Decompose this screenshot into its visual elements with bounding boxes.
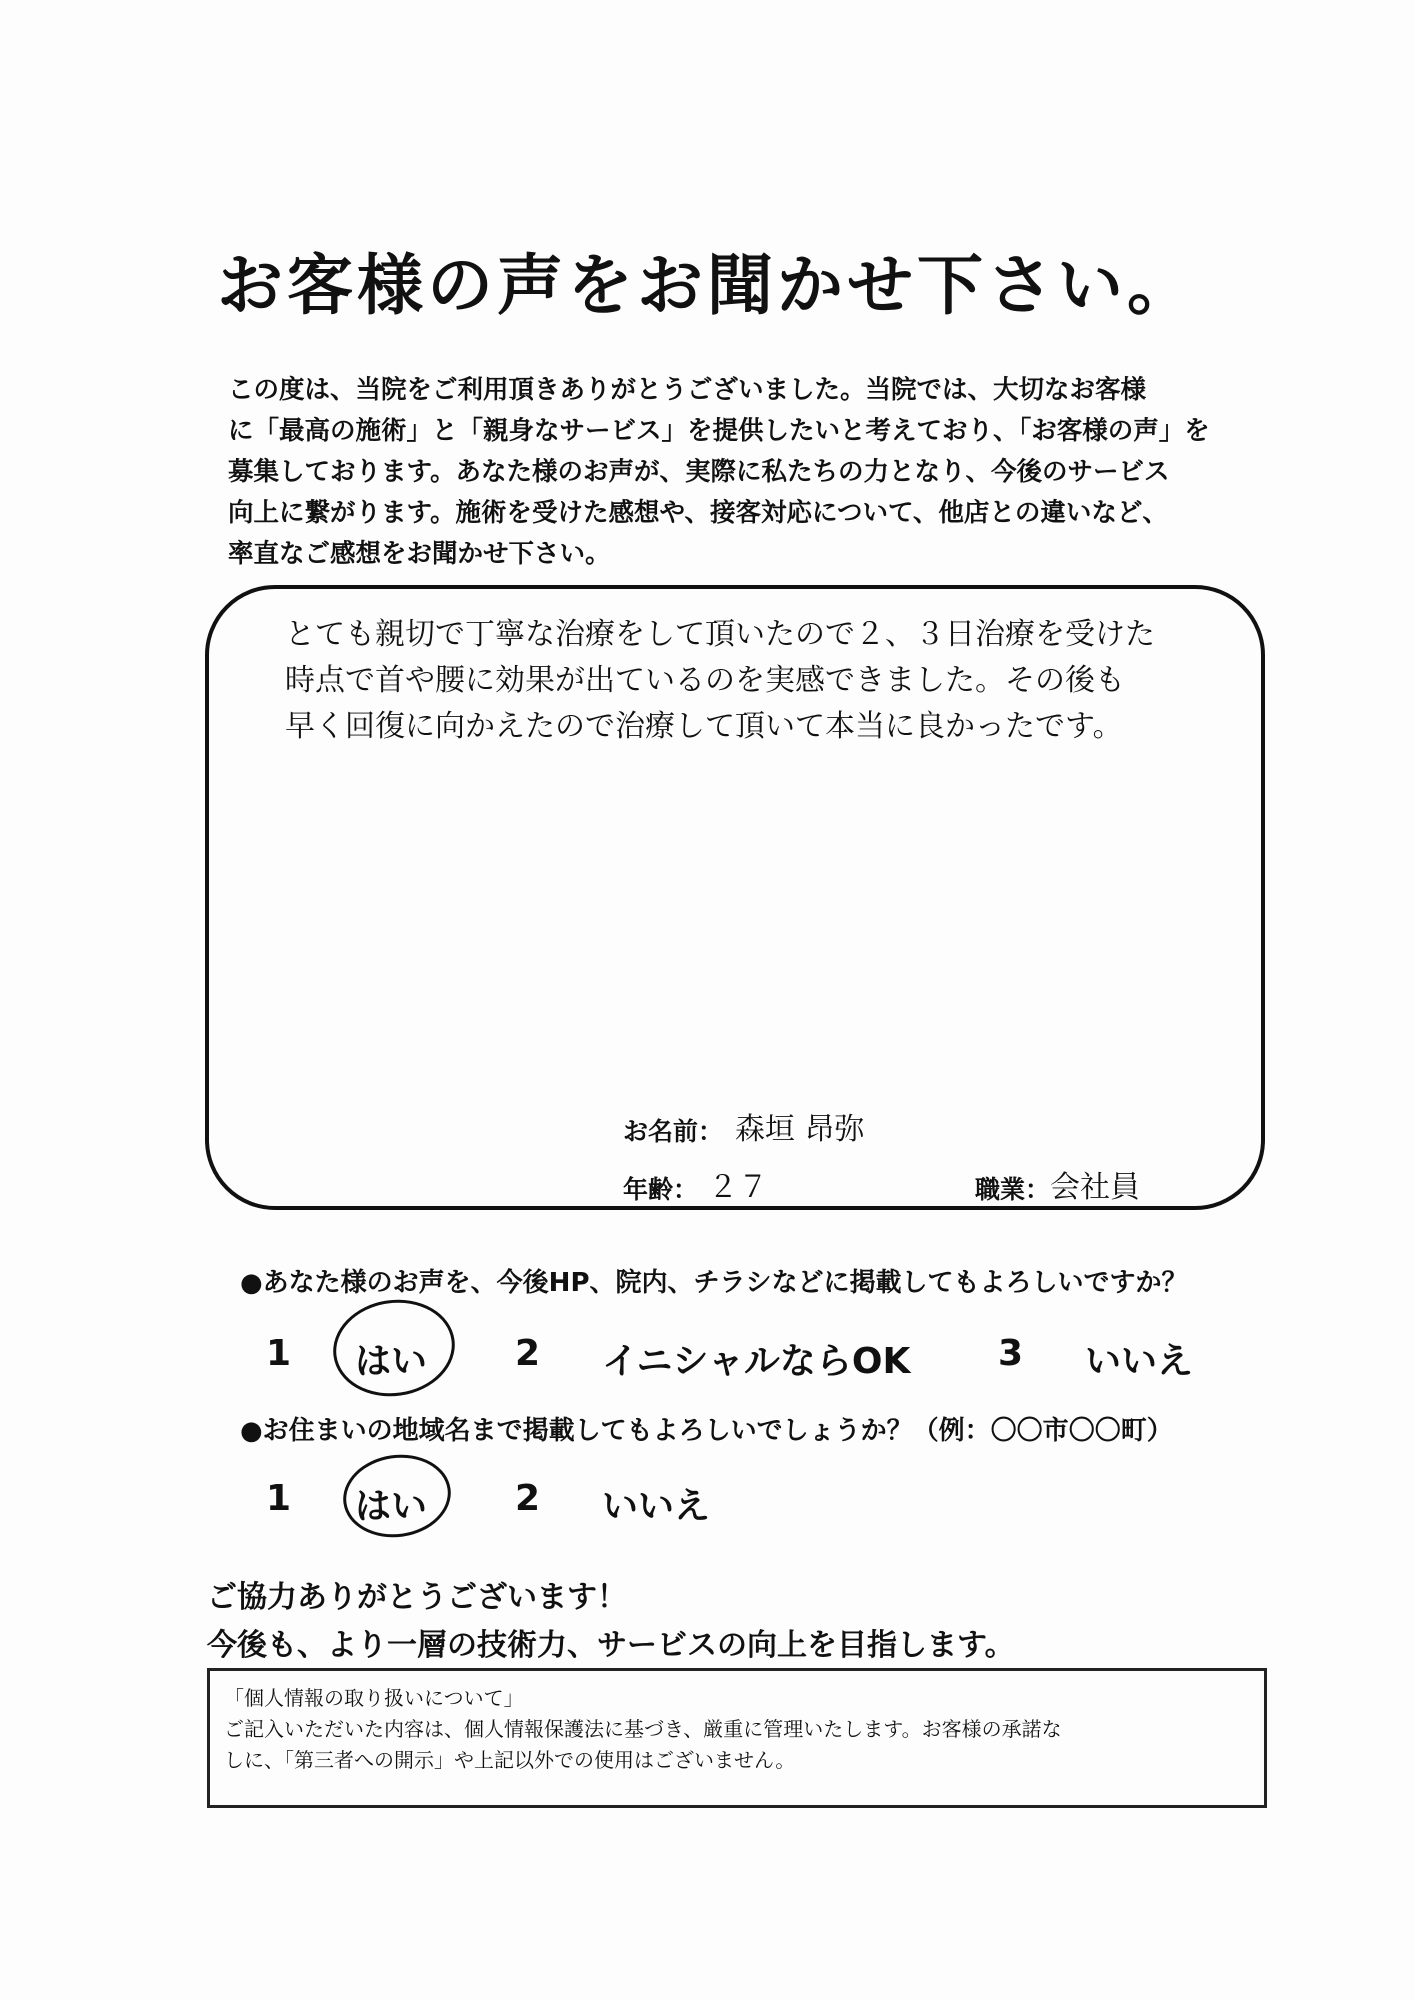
intro-line: 向上に繋がります。施術を受けた感想や、接客対応について、他店との違いなど、	[228, 498, 1168, 528]
region-question: ●お住まいの地域名まで掲載してもよろしいでしょうか？（例：〇〇市〇〇町）	[240, 1416, 1173, 1446]
comment-line: 早く回復に向かえたので治療して頂いて本当に良かったです。	[285, 709, 1123, 744]
privacy-line: ご記入いただいた内容は、個人情報保護法に基づき、厳重に管理いたします。お客様の承諾な	[224, 1717, 1062, 1741]
q1-option-3-num: 3	[998, 1333, 1024, 1374]
intro-line: 募集しております。あなた様のお声が、実際に私たちの力となり、今後のサービス	[228, 457, 1170, 487]
age-label: 年齢：	[623, 1175, 699, 1204]
privacy-notice	[207, 1668, 1267, 1808]
thanks-line: ご協力ありがとうございます！	[207, 1580, 627, 1615]
q2-option-2-num: 2	[515, 1478, 541, 1519]
handwritten-comment	[285, 612, 1245, 750]
intro-line: この度は、当院をご利用頂きありがとうございました。当院では、大切なお客様	[228, 375, 1147, 405]
name-value: 森垣 昂弥	[735, 1112, 865, 1147]
age-value: ２７	[708, 1170, 768, 1205]
q1-option-1-num: 1	[266, 1333, 292, 1374]
q1-option-no[interactable]: いいえ	[1085, 1341, 1194, 1382]
q1-option-2-num: 2	[515, 1333, 541, 1374]
q2-option-1-num: 1	[266, 1478, 292, 1519]
job-value: 会社員	[1050, 1170, 1140, 1205]
q2-option-yes[interactable]: はい	[355, 1486, 428, 1527]
comment-line: 時点で首や腰に効果が出ているのを実感できました。その後も	[285, 663, 1125, 698]
thanks-line: 今後も、より一層の技術力、サービスの向上を目指します。	[207, 1628, 1015, 1663]
q1-option-yes[interactable]: はい	[355, 1341, 428, 1382]
name-label: お名前：	[623, 1117, 724, 1146]
publish-question: ●あなた様のお声を、今後HP、院内、チラシなどに掲載してもよろしいですか？	[240, 1268, 1188, 1298]
selection-circle-icon	[338, 1448, 456, 1544]
q1-option-initials[interactable]: イニシャルならOK	[602, 1341, 911, 1382]
intro-paragraph	[228, 370, 1228, 575]
selection-circle-icon	[327, 1292, 461, 1404]
q2-option-no[interactable]: いいえ	[602, 1486, 711, 1527]
intro-line: に「最高の施術」と「親身なサービス」を提供したいと考えており、「お客様の声」を	[228, 416, 1210, 446]
page-title: お客様の声をお聞かせ下さい。	[217, 247, 1197, 324]
intro-line: 率直なご感想をお聞かせ下さい。	[228, 539, 611, 569]
job-label: 職業：	[975, 1175, 1051, 1204]
privacy-heading: 「個人情報の取り扱いについて」	[224, 1686, 524, 1710]
comment-line: とても親切で丁寧な治療をして頂いたので２、３日治療を受けた	[285, 617, 1155, 652]
privacy-line: しに、「第三者への開示」や上記以外での使用はございません。	[224, 1748, 796, 1772]
